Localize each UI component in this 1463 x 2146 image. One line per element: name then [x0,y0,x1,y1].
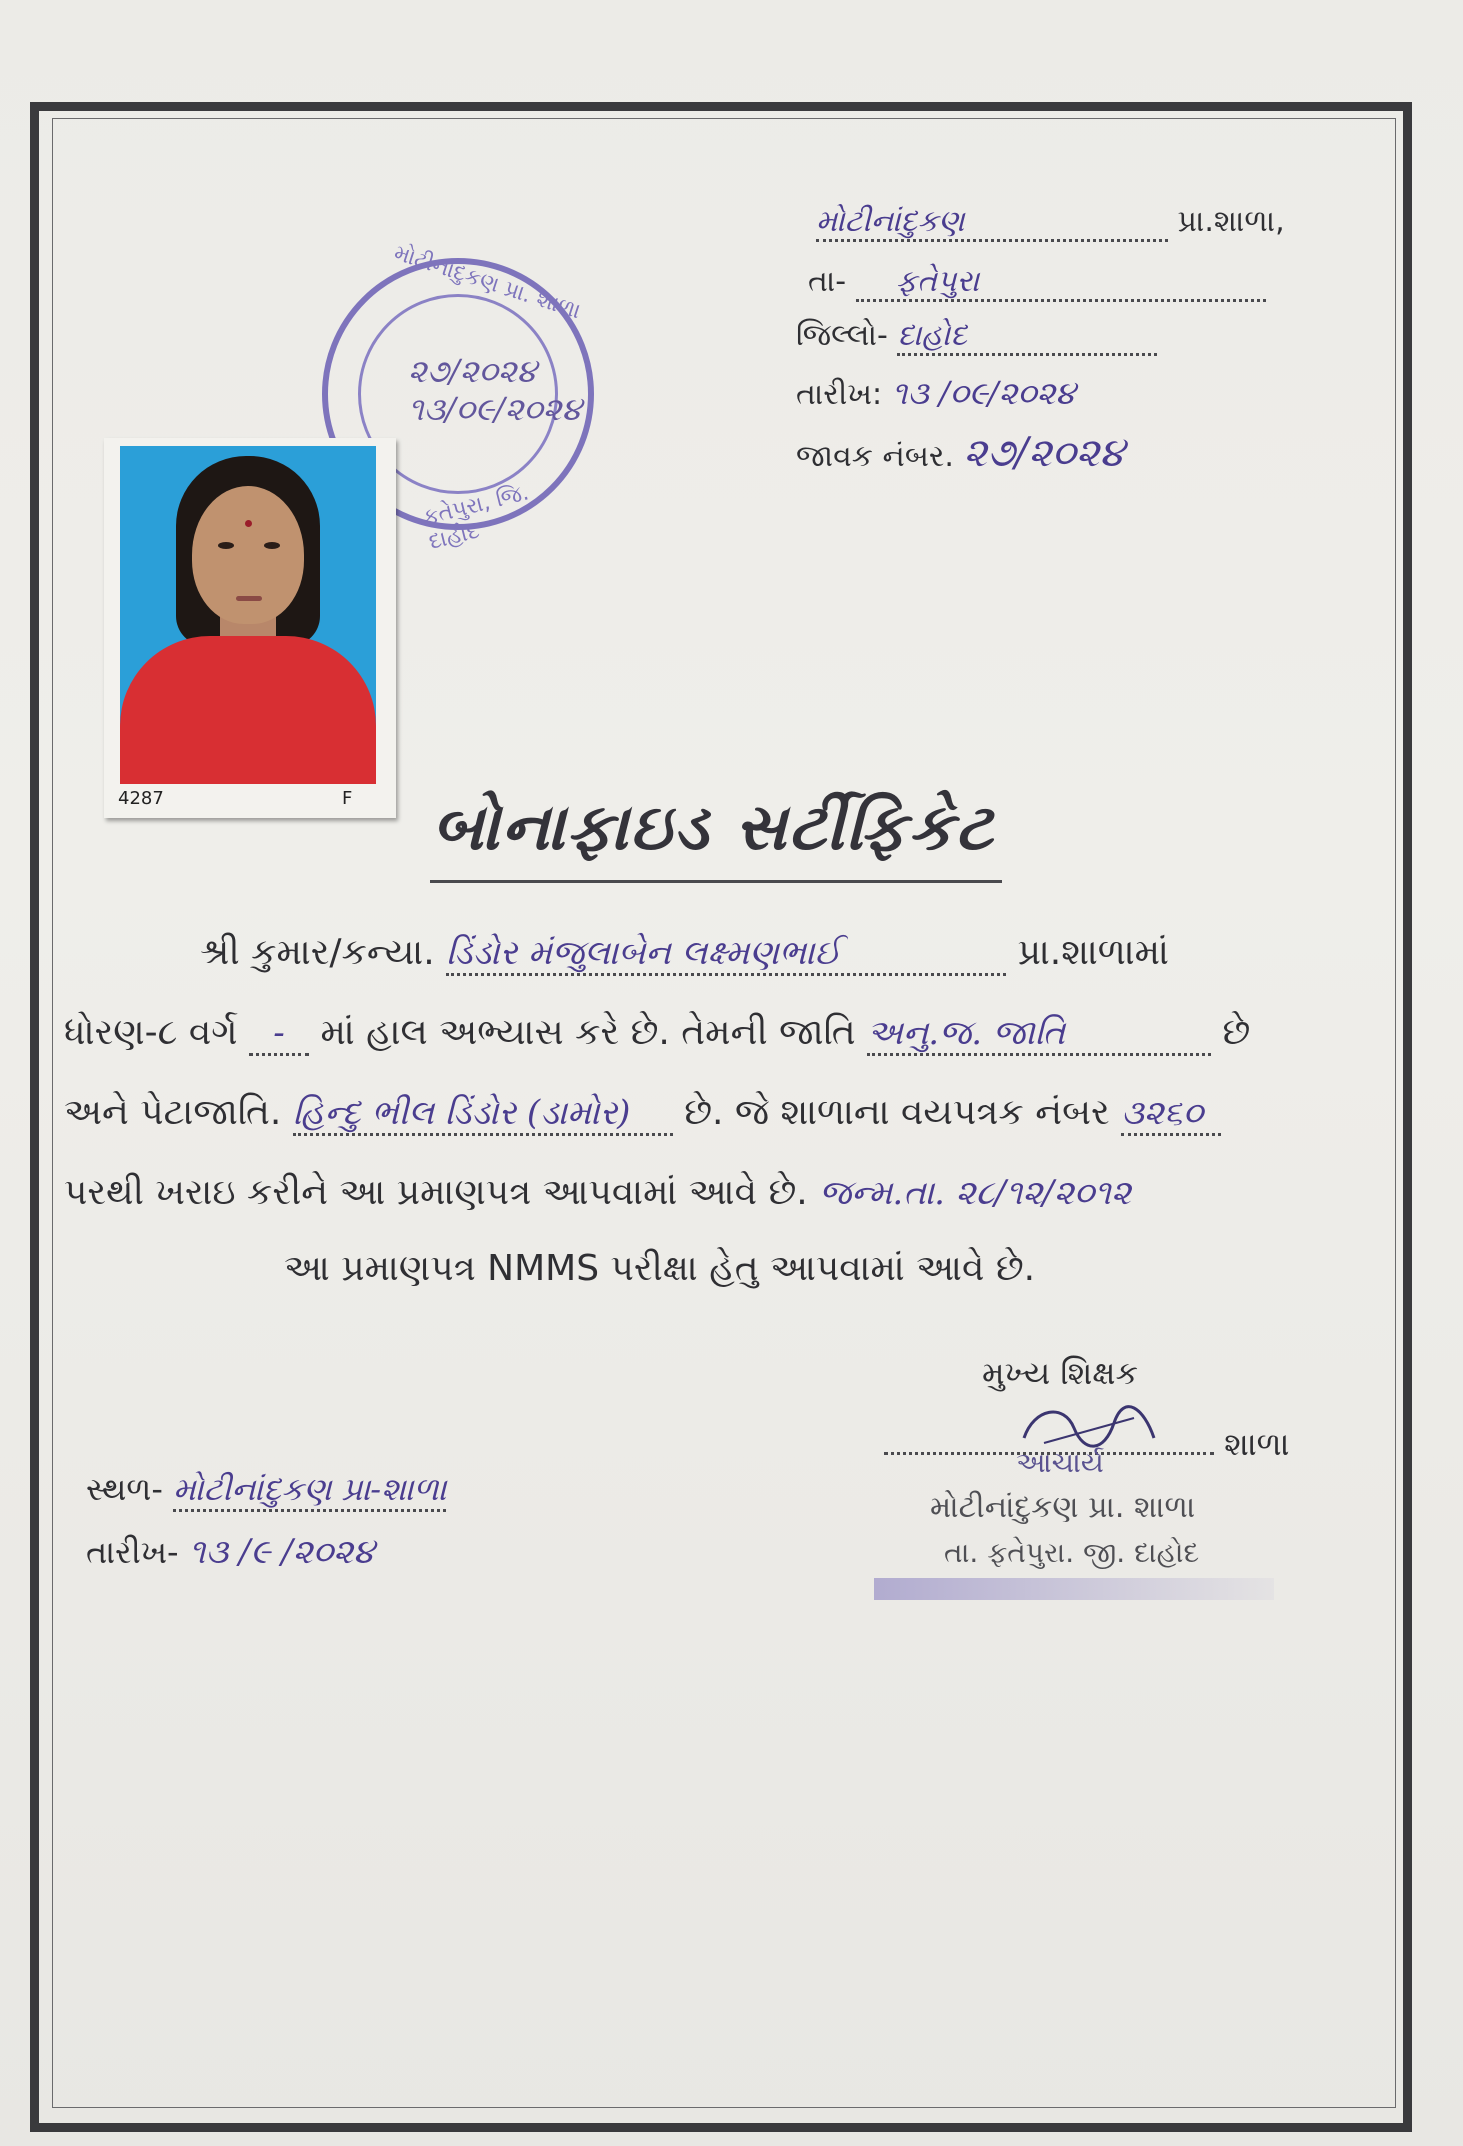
photo-right-eye [264,542,280,549]
photo-bindi [245,520,252,527]
body-line-4 [64,1172,1131,1214]
district-label: જિલ્લો- [796,318,888,353]
stamp-school: મોટીનાંદુકણ પ્રા. શાળા [930,1490,1196,1525]
photo-mouth [236,596,262,601]
line3-prefix: અને પેટાજાતિ. [64,1092,282,1133]
stamp-bottom-text: ફતેપુરા, જિ. દાહોદ [420,480,532,556]
stamp-place: તા. ફતેપુરા. જી. દાહોદ [944,1536,1200,1569]
body-line-3 [64,1092,1221,1136]
photo-background [120,446,376,784]
body-line-2 [64,1012,1250,1056]
place-label: સ્થળ- [86,1470,163,1508]
class-hand: - [249,1013,309,1056]
district-hand: દાહોદ [897,318,1157,356]
outward-label: જાવક નંબર. [796,439,954,474]
signature-school-word: શાળા [1224,1425,1290,1463]
stamp-hand-line2: ૧૩/૦૯/૨૦૨૪ [408,390,582,428]
body-line-5 [284,1248,1035,1290]
footer-date-hand: ૧૩ /૯ /૨૦૨૪ [188,1532,375,1572]
school-name-hand: મોટીનાંદુકણ [816,204,1168,242]
stamp-hand-line1: ૨૭/૨૦૨૪ [408,352,537,390]
signature-title: મુખ્ય શિક્ષક [982,1354,1139,1392]
student-name-hand: ડિંડોર મંજુલાબેન લક્ષ્મણભાઈ [446,933,1006,976]
dob-hand: જન્મ.તા. ૨૮/૧૨/૨૦૧૨ [819,1173,1131,1213]
photo-shirt [120,636,376,784]
line2-suffix: છે [1222,1012,1251,1053]
footer-date-label: તારીખ- [86,1533,179,1571]
header-school-line [816,204,1285,242]
caste-hand: અનુ.જ. જાતિ [867,1013,1211,1056]
line2-prefix: ધોરણ-૮ વર્ગ [64,1012,238,1053]
line2-mid: માં હાલ અભ્યાસ કરે છે. તેમની જાતિ [320,1012,856,1053]
school-suffix: પ્રા.શાળા, [1177,204,1285,239]
photo-caption: 4287 [118,788,164,809]
line3-mid: છે. જે શાળાના વયપત્રક નંબર [684,1092,1110,1133]
header-taluka-line [808,264,1266,302]
photo-left-eye [218,542,234,549]
photo-face [192,486,304,624]
photo-letter: F [342,788,353,809]
stamp-handwriting [408,352,581,428]
line5-text: આ પ્રમાણપત્ર NMMS પરીક્ષા હેતુ આપવામાં આવે છે. [284,1248,1036,1289]
certificate-title: બોનાફાઇડ સર્ટીફિકેટ [432,790,995,865]
place-hand: મોટીનાંદુકણ પ્રા-શાળા [173,1470,446,1512]
subcaste-hand: હિન્દુ ભીલ ડિંડોર (ડામોર) [293,1093,673,1136]
stamp-top-text: મોટીનાંદુકણ પ્રા. શાળા [390,240,584,325]
header-district-line [796,318,1157,356]
body-line-1 [200,932,1169,976]
line4-text: પરથી ખરાઇ કરીને આ પ્રમાણપત્ર આપવામાં આવે છે. [64,1172,808,1213]
student-photo [104,438,396,818]
signature-stamp-smudge [874,1578,1274,1600]
footer-date-line [86,1532,374,1572]
date-hand: ૧૩ /૦૯/૨૦૨૪ [891,374,1076,412]
stamp-role: આચાર્ય [1016,1446,1104,1479]
title-underline [430,880,1002,883]
taluka-label: તા- [808,264,847,299]
header-outward-line [796,430,1124,476]
header-date-line [796,374,1075,413]
outward-hand: ૨૭/૨૦૨૪ [963,430,1125,476]
taluka-hand: ફતેપુરા [856,264,1266,302]
line1-suffix: પ્રા.શાળામાં [1017,932,1169,973]
register-hand: ૩૨૬૦ [1121,1093,1221,1136]
footer-place-line [86,1470,446,1512]
date-label: તારીખ: [796,377,883,412]
line1-prefix: શ્રી કુમાર/કન્યા. [200,932,435,973]
